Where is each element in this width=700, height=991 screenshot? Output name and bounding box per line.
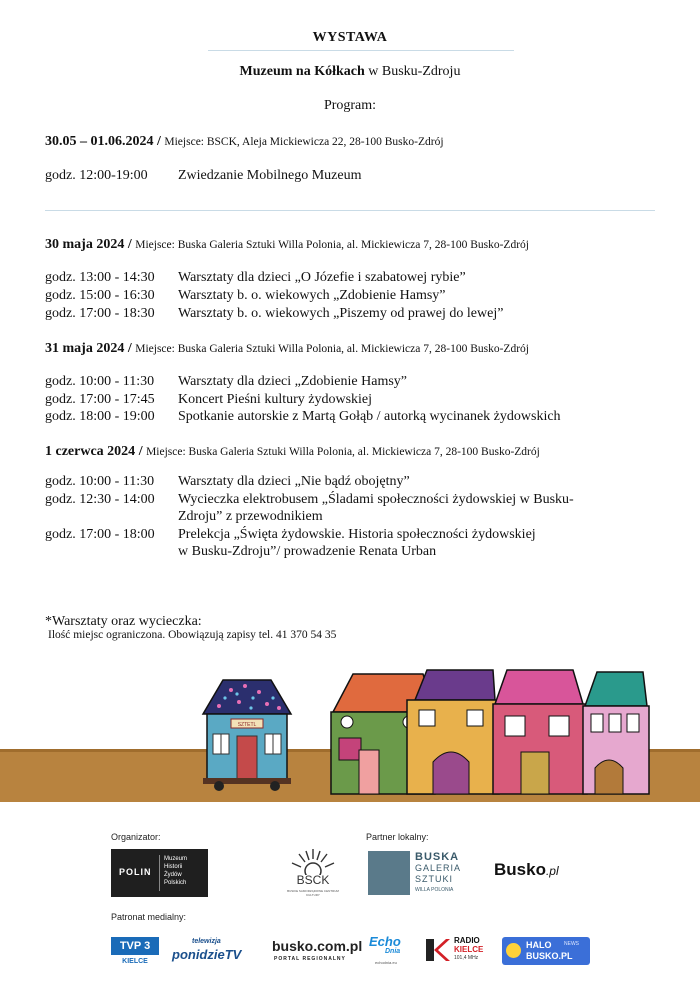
polin-line: Muzeum — [164, 856, 188, 862]
row-event: Wycieczka elektrobusem „Śladami społeczności żydowskiej w Busku- — [178, 492, 574, 507]
day3-sep: / — [135, 444, 147, 459]
schedule-row — [45, 374, 407, 390]
row-event: Zwiedzanie Mobilnego Muzeum — [178, 168, 362, 183]
row-time: godz. 13:00 - 14:30 — [45, 270, 155, 285]
ponidzie-top: telewizja — [192, 938, 221, 945]
polin-line: Żydów — [164, 872, 182, 878]
row-event: Warsztaty dla dzieci „Zdobienie Hamsy” — [178, 374, 407, 389]
houses-illustration — [195, 662, 655, 797]
day3-dateline — [45, 443, 540, 460]
schedule-row — [45, 270, 466, 286]
block1-place: Miejsce: BSCK, Aleja Mickiewicza 22, 28-100 Busko-Zdrój — [164, 136, 444, 148]
busko-com-pl-logo — [272, 938, 363, 966]
day3-place: Miejsce: Buska Galeria Sztuki Willa Polonia, al. Mickiewicza 7, 28-100 Busko-Zdrój — [146, 446, 540, 458]
halo-line2: BUSKO.PL — [526, 951, 573, 961]
exhibition-title: WYSTAWA — [312, 30, 388, 45]
busko-pl-suffix: .pl — [545, 864, 559, 878]
day3-date: 1 czerwca 2024 — [45, 444, 136, 459]
polin-logo — [111, 849, 208, 897]
row-event: Spotkanie autorskie z Martą Gołąb / autorką wycinanek żydowskich — [178, 409, 561, 424]
row-event: Prelekcja „Święta żydowskie. Historia społeczności żydowskiej — [178, 527, 536, 542]
row-time: godz. 10:00 - 11:30 — [45, 474, 155, 489]
divider-short — [208, 50, 514, 51]
ponidzie-tv-logo — [172, 938, 262, 966]
schedule-row — [45, 474, 410, 490]
subtitle-museum-name: Muzeum na Kółkach — [239, 64, 365, 79]
pink-house — [493, 670, 587, 794]
galeria-building-icon — [368, 851, 410, 895]
polin-divider — [159, 855, 160, 891]
ponidzie-name: ponidzieTV — [172, 947, 242, 962]
bsck-name: BSCK — [296, 873, 330, 887]
schedule-row — [45, 306, 503, 322]
schedule-row — [45, 492, 574, 508]
row-time: godz. 17:00 - 18:00 — [45, 527, 155, 542]
row-event: Koncert Pieśni kultury żydowskiej — [178, 392, 373, 407]
schedule-row-continuation: Zdroju” z przewodnikiem — [178, 509, 323, 524]
row-event: Warsztaty b. o. wiekowych „Zdobienie Hamsy” — [178, 288, 446, 303]
galeria-line: SZTUKI — [415, 874, 454, 884]
bsck-sun-icon — [284, 845, 342, 875]
block1-sep: / — [153, 134, 165, 149]
polin-line: Polskich — [164, 880, 187, 886]
row-time: godz. 18:00 - 19:00 — [45, 409, 155, 424]
busko-pl-name: Busko — [494, 860, 546, 879]
buskocompl-sub: PORTAL REGIONALNY — [274, 956, 346, 962]
busko-pl-logo — [494, 860, 559, 880]
yellow-house — [407, 670, 499, 794]
organizer-label: Organizator: — [111, 832, 161, 842]
day2-place: Miejsce: Buska Galeria Sztuki Willa Polonia, al. Mickiewicza 7, 28-100 Busko-Zdrój — [135, 343, 529, 355]
row-event: Warsztaty dla dzieci „Nie bądź obojętny” — [178, 474, 410, 489]
note-details: Ilość miejsc ograniczona. Obowiązują zapisy tel. 41 370 54 35 — [48, 629, 337, 641]
halo-line1: HALO — [526, 940, 552, 950]
day1-place: Miejsce: Buska Galeria Sztuki Willa Polonia, al. Mickiewicza 7, 28-100 Busko-Zdrój — [135, 239, 529, 251]
row-time: godz. 17:00 - 17:45 — [45, 392, 155, 407]
block1-date: 30.05 – 01.06.2024 — [45, 134, 154, 149]
row-time: godz. 15:00 - 16:30 — [45, 288, 155, 303]
row-event: Warsztaty b. o. wiekowych „Piszemy od prawej do lewej” — [178, 306, 504, 321]
bsck-logo — [284, 845, 342, 897]
tvp3-logo — [111, 937, 159, 967]
note-heading: *Warsztaty oraz wycieczka: — [45, 614, 202, 629]
day1-date: 30 maja 2024 — [45, 237, 125, 252]
program-heading: Program: — [323, 98, 377, 113]
subtitle-location: w Busku-Zdroju — [364, 64, 461, 79]
day1-dateline — [45, 236, 529, 253]
echo-dnia-logo — [369, 934, 409, 970]
buskocompl-name: busko.com.pl — [272, 938, 363, 954]
day2-date: 31 maja 2024 — [45, 341, 125, 356]
row-time: godz. 17:00 - 18:30 — [45, 306, 155, 321]
echo-sub2: echodnia.eu — [375, 960, 397, 965]
wagon-sign: SZTETL — [237, 722, 257, 728]
teal-house — [583, 672, 649, 794]
halo-tag: NEWS — [564, 941, 579, 947]
schedule-row-continuation: w Busku-Zdroju”/ prowadzenie Renata Urban — [178, 544, 437, 559]
day1-sep: / — [124, 237, 136, 252]
partner-label: Partner lokalny: — [366, 832, 429, 842]
galeria-line: WILLA POLONIA — [415, 887, 454, 893]
row-event: Warsztaty dla dzieci „O Józefie i szabatowej rybie” — [178, 270, 466, 285]
schedule-row — [45, 288, 446, 304]
tvp3-sub: KIELCE — [122, 958, 148, 965]
galeria-line: GALERIA — [415, 863, 462, 873]
polin-line: Historii — [164, 864, 183, 870]
row-time: godz. 10:00 - 11:30 — [45, 374, 155, 389]
halo-busko-logo — [502, 937, 590, 965]
block1-dateline — [45, 133, 444, 150]
galeria-line: BUSKA — [415, 851, 460, 863]
polin-subtitle — [164, 855, 187, 887]
galeria-logo — [368, 851, 468, 897]
row-time: godz. 12:00-19:00 — [45, 168, 148, 183]
radio-line2: KIELCE — [454, 945, 484, 954]
schedule-row — [45, 392, 372, 408]
exhibition-subtitle — [0, 64, 700, 80]
radio-line1: RADIO — [454, 936, 480, 945]
echo-sub1: Dnia — [385, 948, 401, 955]
patronat-label: Patronat medialny: — [111, 912, 187, 922]
tvp3-name: TVP 3 — [111, 937, 159, 955]
schedule-row — [45, 527, 536, 543]
schedule-row — [45, 168, 362, 184]
schedule-row — [45, 409, 561, 425]
divider-long — [45, 210, 655, 211]
radio-kielce-logo — [424, 935, 494, 967]
radio-kielce-icon — [424, 937, 450, 963]
halo-busko-icon — [506, 943, 521, 958]
polin-name: POLIN — [119, 867, 152, 877]
day2-sep: / — [124, 341, 136, 356]
mobile-museum-wagon — [203, 680, 291, 791]
echo-name: Echo — [369, 934, 401, 949]
bsck-sub: BUSKIE SAMORZĄDOWE CENTRUM KULTURY — [287, 889, 339, 897]
row-time: godz. 12:30 - 14:00 — [45, 492, 155, 507]
radio-freq: 101,4 MHz — [454, 955, 479, 961]
day2-dateline — [45, 340, 529, 357]
